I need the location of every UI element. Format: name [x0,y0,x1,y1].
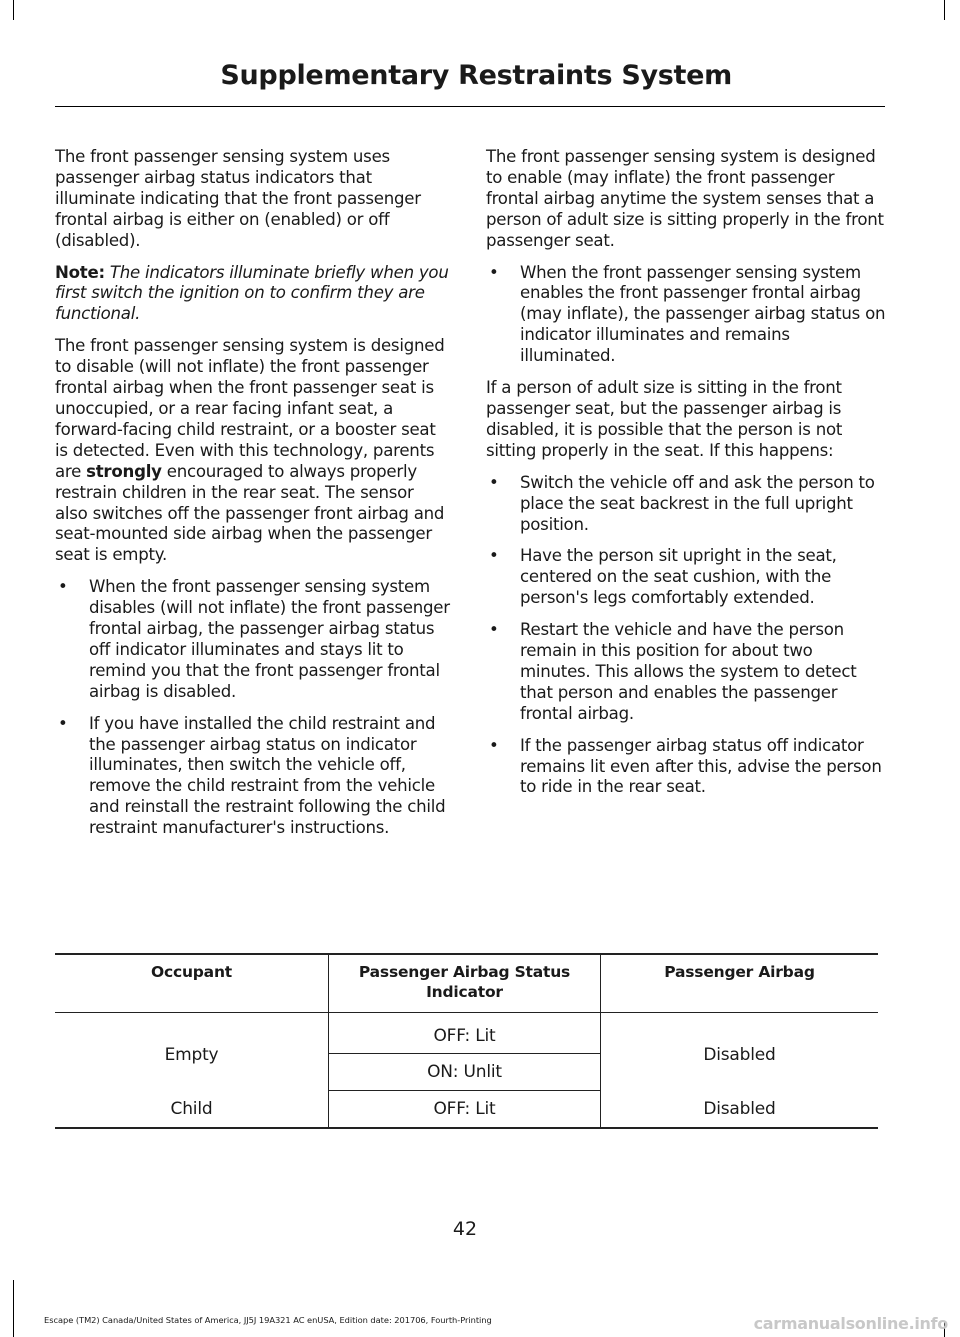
list-item [486,620,886,725]
right-bullet-list-b [486,473,886,799]
list-item [486,473,886,536]
table-row [55,1091,878,1129]
enable-paragraph: The front passenger sensing system is designed to enable (may inflate) the front passenger frontal airbag anytime the system senses that a person of adult size is sitting properly in the front passenger seat. [486,147,884,250]
list-item [486,263,886,368]
list-item-text: Restart the vehicle and have the person remain in this position for about two minutes. This allows the system to detect that person and enables the passenger frontal airbag. [520,620,857,723]
list-item-text: Switch the vehicle off and ask the person to place the seat backrest in the full upright position. [520,472,875,534]
list-item-text: When the front passenger sensing system enables the front passenger frontal airbag (may inflate), the passenger airbag status on indicator illuminates and remains illuminated. [520,262,886,366]
right-column [486,147,886,809]
page-title: Supplementary Restraints System [220,60,732,91]
list-item-text: When the front passenger sensing system disables (will not inflate) the front passenger frontal airbag, the passenger airbag status off indicator illuminates and stays lit to remind you that the front passenger frontal airbag is disabled. [89,577,450,701]
table-row [55,1019,878,1054]
crop-mark-bottom-left-vertical [13,1280,14,1337]
list-item-text: If you have installed the child restraint and the passenger airbag status on indicator illuminates, then switch the vehicle off, remove the child restraint from the vehicle and reinstall the restraint following the child restraint manufacturer's instructions. [89,713,446,838]
note-body: The indicators illuminate briefly when you first switch the ignition on to confirm they are functional. [55,262,449,324]
list-item [486,546,886,609]
header-occupant: Occupant [55,954,329,1013]
list-item [55,577,450,702]
watermark: carmanualsonline.info [753,1314,948,1333]
right-bullet-list-a [486,263,886,368]
disable-paragraph-text-2: encouraged to always properly restrain children in the rear seat. The sensor also switches off the passenger front airbag and seat-mounted side airbag when the passenger seat is empty. [55,461,445,565]
bullet-glyph: • [489,620,499,640]
cell-indicator: OFF: Lit [329,1091,601,1129]
header-indicator: Passenger Airbag Status Indicator [329,954,601,1013]
list-item-text: If the passenger airbag status off indicator remains lit even after this, advise the person to ride in the rear seat. [520,735,882,797]
bullet-glyph: • [489,546,499,566]
left-bullet-list [55,577,450,839]
crop-mark-top-right-vertical [944,0,945,20]
bullet-glyph: • [58,577,68,597]
cell-airbag: Disabled [601,1091,879,1129]
footer-edition-info: Escape (TM2) Canada/United States of America, JJ5J 19A321 AC enUSA, Edition date: 201706, Fourth-Printing [44,1315,492,1325]
note-label: Note: [55,262,105,282]
bullet-glyph: • [58,713,68,733]
header-airbag: Passenger Airbag [601,954,879,1013]
list-item [486,736,886,799]
note-paragraph [55,263,450,326]
crop-mark-top-left-vertical [13,0,14,20]
intro-paragraph: The front passenger sensing system uses passenger airbag status indicators that illuminate indicating that the front passenger frontal airbag is either on (enabled) or off (disabled). [55,147,421,250]
disable-paragraph-text-1: The front passenger sensing system is designed to disable (will not inflate) the front passenger frontal airbag when the front passenger seat is unoccupied, or a rear facing infant seat, a forward-facing child restraint, or a booster seat is detected. Even with this technology, parents are [55,336,445,481]
table-header-row [55,954,878,1013]
adult-paragraph: If a person of adult size is sitting in the front passenger seat, but the passenger airbag is disabled, it is possible that the person is not sitting properly in the seat. If this happens: [486,378,843,460]
cell-indicator: ON: Unlit [329,1054,601,1091]
emphasis-strongly: strongly [86,461,162,481]
list-item [55,714,450,839]
cell-occupant: Empty [55,1019,329,1091]
left-column [55,147,450,850]
bullet-glyph: • [489,262,499,282]
bullet-glyph: • [489,472,499,492]
cell-indicator: OFF: Lit [329,1019,601,1054]
airbag-status-table [55,953,878,1129]
bullet-glyph: • [489,735,499,755]
list-item-text: Have the person sit upright in the seat, centered on the seat cushion, with the person's legs comfortably extended. [520,546,837,608]
page-number: 42 [452,1218,478,1240]
cell-airbag: Disabled [703,1044,776,1065]
title-divider [55,106,885,107]
cell-occupant: Child [55,1091,329,1129]
disable-paragraph [55,336,450,566]
